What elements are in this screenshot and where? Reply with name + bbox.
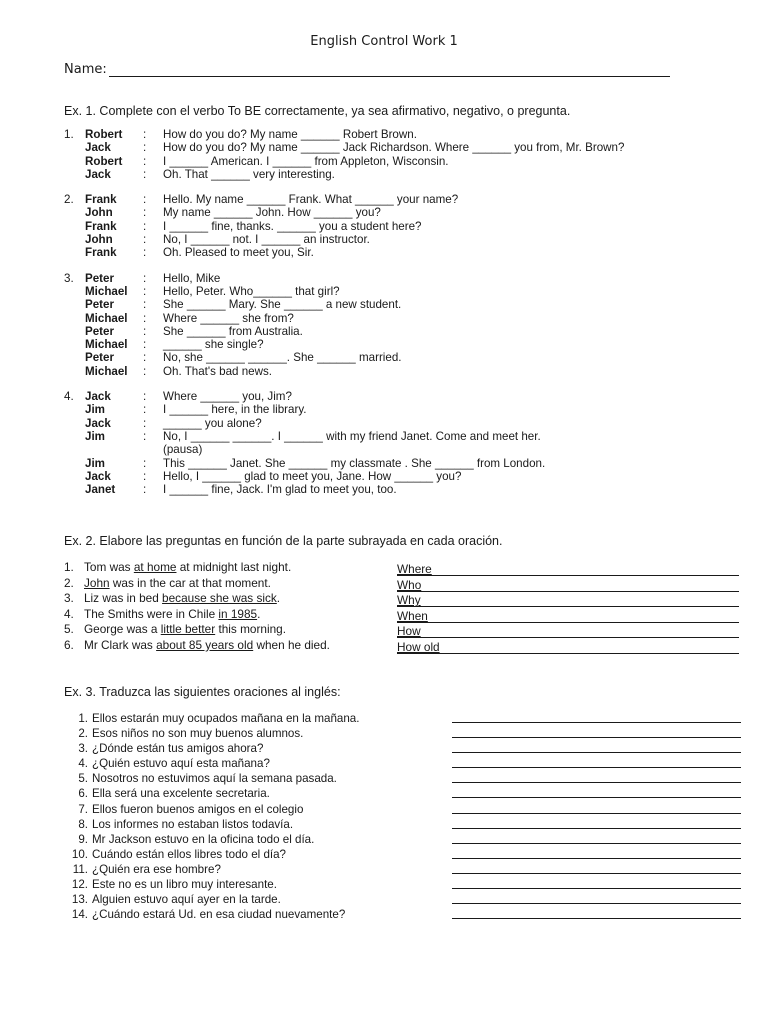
speaker-colon: : [143,284,147,298]
translation-sentence: Esos niños no son muy buenos alumnos. [92,727,304,741]
dialog-line [64,285,624,298]
dialog-line [64,338,624,351]
speaker-name: Jack [85,416,111,430]
translation-blank-line[interactable] [452,892,741,904]
translation-blank-line[interactable] [452,907,741,919]
dialog-line [64,403,624,416]
speaker-name: Jack [85,390,111,404]
underlined-part: in 1985 [218,606,258,621]
exercise-3-heading: Ex. 3. Traduzca las siguientes oraciones al inglés: [64,685,341,699]
sentence-part: was in the car at that moment. [109,575,271,590]
dialog-number [64,443,85,456]
speaker-name: Robert [85,128,123,141]
speaker-name: Frank [85,246,117,260]
translation-blank-line[interactable] [452,711,741,723]
translation-blank-line[interactable] [452,817,741,829]
dialog-number [64,298,85,311]
exercise-2-questions [64,560,739,654]
speaker-name: Robert [85,154,123,168]
dialog-text[interactable]: Oh. That's bad news. [163,364,272,378]
translation-row [66,741,741,756]
dialog-text[interactable]: Hello, Peter. Who______ that girl? [163,284,340,298]
dialog-text[interactable]: How do you do? My name ______ Jack Richardson. Where ______ you from, Mr. Brown? [163,141,625,155]
speaker-name: Frank [85,193,117,207]
dialog-line [64,483,624,496]
dialog-line [64,233,624,246]
dialog-line [64,128,624,141]
translation-blank-line[interactable] [452,741,741,753]
translation-number: 13. [71,893,88,907]
translation-row [66,711,741,726]
dialog-text[interactable]: I ______ here, in the library. [163,403,307,417]
question-number: 6. [64,637,74,652]
speaker-colon: : [143,298,147,312]
translation-blank-line[interactable] [452,862,741,874]
translation-row [66,756,741,771]
translation-row [66,786,741,801]
question-number: 2. [64,575,74,590]
speaker-colon: : [143,456,147,470]
speaker-name: Frank [85,219,117,233]
dialog-text[interactable]: Where ______ she from? [163,311,294,325]
sentence-part: The Smiths were in Chile [84,606,219,621]
underlined-part: John [84,575,110,590]
dialog-text[interactable]: No, I ______ ______. I ______ with my friend Janet. Come and meet her. [163,429,541,443]
dialog-line [64,168,624,181]
answer-line[interactable]: How [397,624,739,638]
exercise-3-translations [66,711,741,922]
speaker-colon: : [143,324,147,338]
translation-number: 9. [78,832,88,846]
page-title: English Control Work 1 [310,34,458,49]
speaker-colon: : [143,246,147,260]
dialog-line [64,351,624,364]
speaker-colon: : [143,311,147,325]
dialog-number [64,312,85,325]
translation-row [66,847,741,862]
dialog-number [64,403,85,416]
speaker-name: Michael [85,284,128,298]
underlined-part: about 85 years old [156,637,254,652]
speaker-name: Michael [85,311,128,325]
translation-blank-line[interactable] [452,756,741,768]
speaker-colon: : [143,338,147,352]
dialog-text[interactable]: She ______ Mary. She ______ a new student. [163,298,402,312]
translation-number: 7. [78,802,88,816]
dialog-text[interactable]: She ______ from Australia. [163,324,303,338]
dialog-line [64,430,624,443]
translation-sentence: Alguien estuvo aquí ayer en la tarde. [92,893,281,907]
translation-row [66,771,741,786]
translation-blank-line[interactable] [452,786,741,798]
speaker-colon: : [143,271,147,285]
translation-sentence: Este no es un libro muy interesante. [92,878,277,892]
dialog-line [64,206,624,219]
translation-number: 12. [71,878,88,892]
speaker-colon: : [143,364,147,378]
speaker-name: Jim [85,456,105,470]
exercise-1-dialogs [64,128,624,508]
speaker-name: Jack [85,469,111,483]
question-row [64,638,739,654]
dialog-line [64,155,624,168]
dialog-text[interactable]: My name ______ John. How ______ you? [163,206,381,220]
translation-sentence: ¿Quién era ese hombre? [92,862,221,876]
speaker-name: Michael [85,338,128,352]
speaker-colon: : [143,206,147,220]
question-number: 5. [64,622,74,637]
translation-number: 2. [78,727,88,741]
translation-sentence: Los informes no estaban listos todavía. [92,817,294,831]
speaker-colon: : [143,483,147,497]
name-blank-line[interactable] [109,64,670,77]
dialog-text[interactable]: I ______ fine, thanks. ______ you a student here? [163,219,422,233]
question-row [64,591,739,607]
speaker-name: Peter [85,351,115,365]
question-number: 4. [64,606,74,621]
dialog-text[interactable]: Hello. My name ______ Frank. What ______ your name? [163,193,459,207]
translation-number: 4. [78,757,88,771]
translation-row [66,907,741,922]
translation-row [66,726,741,741]
translation-number: 11. [72,862,88,876]
speaker-colon: : [143,351,147,365]
translation-row [66,802,741,817]
dialog-number: 3. [64,271,74,285]
answer-line[interactable]: When [397,609,739,623]
dialog-text[interactable]: ______ she single? [163,338,264,352]
dialog-text[interactable]: (pausa) [163,443,203,457]
dialog-number [64,457,85,470]
sentence-part: . [276,591,281,606]
dialog-line [64,272,624,285]
speaker-name: Jim [85,403,105,417]
translation-blank-line[interactable] [452,832,741,844]
dialog-line [64,246,624,259]
translation-sentence: Cuándo están ellos libres todo el día? [92,847,287,861]
translation-number: 1. [78,712,88,725]
sentence-part: this morning. [215,622,286,637]
dialog-text[interactable]: Oh. Pleased to meet you, Sir. [163,246,314,260]
speaker-name: John [85,206,113,220]
dialog-number [64,220,85,233]
dialog-line [64,141,624,154]
translation-number: 3. [78,742,88,756]
exercise-1-heading: Ex. 1. Complete con el verbo To BE correctamente, ya sea afirmativo, negativo, o pregunta. [64,104,571,118]
dialog-text[interactable]: I ______ American. I ______ from Appleton, Wisconsin. [163,154,449,168]
question-sentence [84,638,397,654]
question-row [64,622,739,638]
answer-line[interactable]: Who [397,578,739,592]
dialog-number: 1. [64,128,74,141]
translation-sentence: Ella será una excelente secretaria. [92,787,270,801]
dialog-number [64,365,85,378]
dialog-text[interactable]: No, I ______ not. I ______ an instructor. [163,233,370,247]
underlined-part: because she was sick [162,591,277,606]
dialog-number [64,430,85,443]
translation-row [66,877,741,892]
dialog-number [64,168,85,181]
translation-sentence: Nosotros no estuvimos aquí la semana pasada. [92,772,337,786]
speaker-colon: : [143,233,147,247]
translation-blank-line[interactable] [452,726,741,738]
translation-sentence: Ellos estarán muy ocupados mañana en la mañana. [92,712,360,725]
question-row [64,607,739,623]
dialog-line [64,325,624,338]
dialog-block [64,390,624,496]
dialog-block [64,128,624,181]
speaker-name: John [85,233,113,247]
dialog-line [64,312,624,325]
translation-number: 10. [71,847,88,861]
translation-sentence: Mr Jackson estuvo en la oficina todo el día. [92,832,315,846]
speaker-name: Peter [85,298,115,312]
speaker-colon: : [143,416,147,430]
answer-line[interactable]: Why [397,593,739,607]
dialog-text[interactable]: Where ______ you, Jim? [163,390,292,404]
exercise-2-heading: Ex. 2. Elabore las preguntas en función de la parte subrayada en cada oración. [64,534,503,548]
dialog-text[interactable]: Hello, I ______ glad to meet you, Jane. How ______ you? [163,469,462,483]
translation-row [66,862,741,877]
dialog-line [64,417,624,430]
speaker-colon: : [143,167,147,181]
dialog-block [64,272,624,378]
dialog-number: 2. [64,193,74,207]
dialog-line [64,390,624,403]
translation-sentence: Ellos fueron buenos amigos en el colegio [92,802,304,816]
speaker-name: Jim [85,429,105,443]
translation-sentence: ¿Quién estuvo aquí esta mañana? [92,757,270,771]
question-number: 1. [64,560,74,574]
speaker-name: Jack [85,167,111,181]
dialog-number [64,233,85,246]
sentence-part: Liz was in bed [84,591,163,606]
translation-blank-line[interactable] [452,771,741,783]
speaker-name [85,443,143,456]
speaker-colon: : [143,429,147,443]
translation-sentence: ¿Cuándo estará Ud. en esa ciudad nuevamente? [92,908,346,922]
speaker-colon: : [143,219,147,233]
translation-blank-line[interactable] [452,877,741,889]
sentence-part: Tom was [84,560,134,574]
dialog-number [64,338,85,351]
dialog-number [64,155,85,168]
question-sentence [84,576,397,592]
dialog-number [64,470,85,483]
dialog-line [64,470,624,483]
question-sentence [84,607,397,623]
speaker-colon: : [143,128,147,141]
dialog-line [64,365,624,378]
question-sentence [84,591,397,607]
speaker-colon: : [143,403,147,417]
translation-row [66,832,741,847]
speaker-name: Michael [85,364,128,378]
sentence-part: when he died. [253,637,330,652]
speaker-name: Peter [85,271,115,285]
translation-number: 14. [71,908,88,922]
dialog-number [64,206,85,219]
translation-number: 8. [78,817,88,831]
translation-sentence: ¿Dónde están tus amigos ahora? [92,742,264,756]
speaker-colon [143,443,163,456]
dialog-text[interactable]: Hello, Mike [163,271,221,285]
answer-line[interactable]: How old [397,640,739,654]
answer-line[interactable]: Where [397,562,739,576]
dialog-number [64,325,85,338]
dialog-number [64,351,85,364]
question-sentence [84,622,397,638]
underlined-part: at home [133,560,177,574]
question-sentence [84,560,397,576]
speaker-colon: : [143,141,147,155]
question-number: 3. [64,591,74,606]
dialog-line [64,457,624,470]
speaker-colon: : [143,390,147,404]
dialog-number [64,417,85,430]
translation-row [66,892,741,907]
translation-row [66,817,741,832]
dialog-line [64,193,624,206]
dialog-text[interactable]: This ______ Janet. She ______ my classmate . She ______ from London. [163,456,546,470]
dialog-text[interactable]: ______ you alone? [163,416,262,430]
sentence-part: Mr Clark was [84,637,157,652]
sentence-part: at midnight last night. [176,560,292,574]
speaker-colon: : [143,193,147,207]
sentence-part: . [257,606,261,621]
question-row [64,560,739,576]
translation-blank-line[interactable] [452,847,741,859]
dialog-text[interactable]: How do you do? My name ______ Robert Brown. [163,128,417,141]
name-field[interactable] [64,62,670,77]
underlined-part: little better [160,622,216,637]
dialog-number [64,141,85,154]
translation-blank-line[interactable] [452,802,741,814]
speaker-name: Peter [85,324,115,338]
dialog-line [64,220,624,233]
dialog-number [64,246,85,259]
dialog-text[interactable]: I ______ fine, Jack. I'm glad to meet you, too. [163,483,397,497]
dialog-number: 4. [64,390,74,404]
speaker-name: Janet [85,483,116,497]
question-row [64,576,739,592]
speaker-colon: : [143,469,147,483]
translation-number: 6. [78,787,88,801]
dialog-line [64,443,624,456]
speaker-colon: : [143,154,147,168]
dialog-line [64,298,624,311]
sentence-part: George was a [84,622,161,637]
dialog-number [64,285,85,298]
dialog-block [64,193,624,259]
dialog-text[interactable]: No, she ______ ______. She ______ married. [163,351,402,365]
speaker-name: Jack [85,141,111,155]
dialog-text[interactable]: Oh. That ______ very interesting. [163,167,335,181]
name-label: Name: [64,62,107,77]
dialog-number [64,483,85,496]
translation-number: 5. [78,772,88,786]
